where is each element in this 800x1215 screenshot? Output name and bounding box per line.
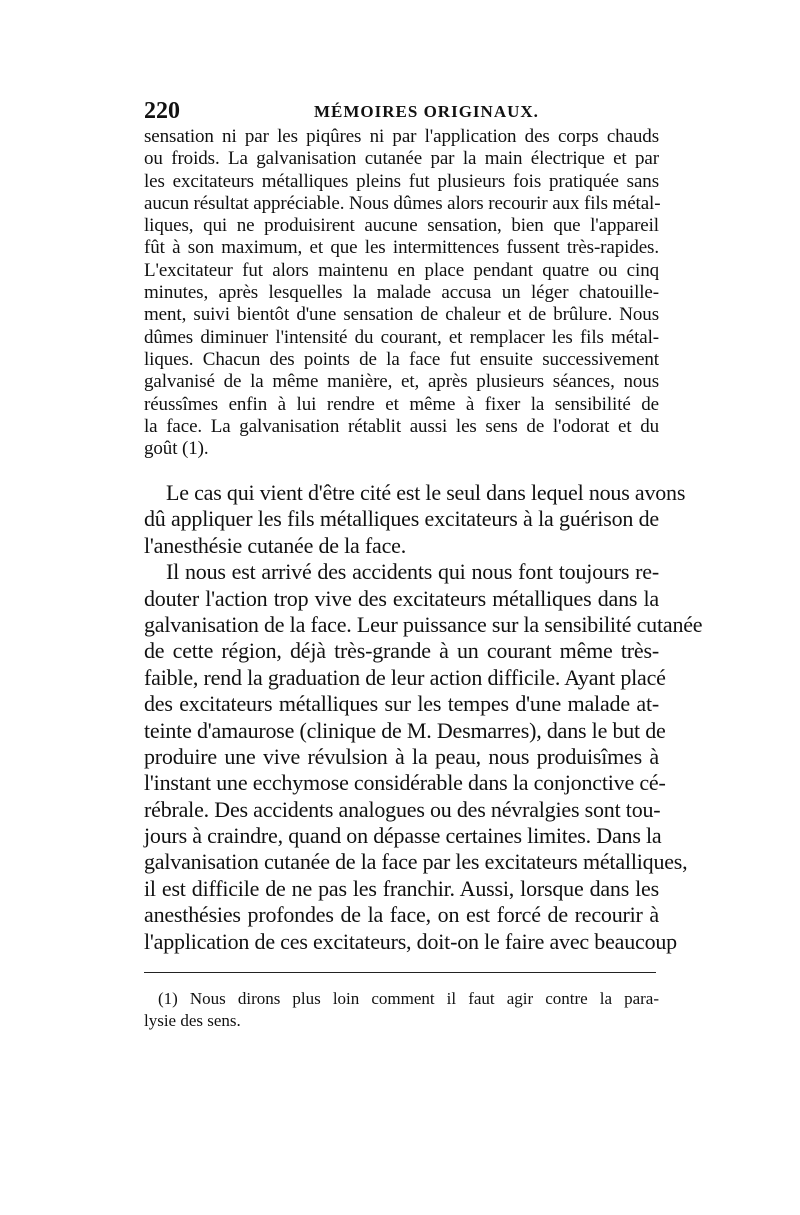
- text-line: ou froids. La galvanisation cutanée par la main électrique et par: [144, 148, 659, 170]
- text-line: anesthésies profondes de la face, on est forcé de recourir à: [144, 902, 659, 928]
- text-line: teinte d'amaurose (clinique de M. Desmarres), dans le but de: [144, 717, 666, 743]
- text-line: l'anesthésie cutanée de la face.: [144, 532, 407, 558]
- text-line: jours à craindre, quand on dépasse certaines limites. Dans la: [144, 823, 662, 849]
- text-line: faible, rend la graduation de leur action difficile. Ayant placé: [144, 664, 666, 690]
- text-line: de cette région, déjà très-grande à un courant même très-: [144, 638, 659, 664]
- text-line: dû appliquer les fils métalliques excitateurs à la guérison de: [144, 506, 659, 532]
- text-line: rébrale. Des accidents analogues ou des névralgies sont tou-: [144, 796, 661, 822]
- case-report-paragraph: [144, 126, 659, 460]
- text-line: la face. La galvanisation rétablit aussi les sens de l'odorat et du: [144, 415, 659, 437]
- text-line: aucun résultat appréciable. Nous dûmes alors recourir aux fils métal-: [144, 192, 661, 214]
- page-number: 220: [144, 98, 180, 124]
- text-line: minutes, après lesquelles la malade accusa un léger chatouille-: [144, 282, 659, 304]
- text-line: goût (1).: [144, 438, 209, 460]
- text-line: galvanisation cutanée de la face par les excitateurs métalliques,: [144, 849, 688, 875]
- text-line: produire une vive révulsion à la peau, nous produisîmes à: [144, 743, 659, 769]
- text-line: l'application de ces excitateurs, doit-on le faire avec beaucoup: [144, 928, 677, 954]
- text-line: galvanisé de la même manière, et, après plusieurs séances, nous: [144, 371, 659, 393]
- text-line: fût à son maximum, et que les intermittences fussent très-rapides.: [144, 237, 659, 259]
- text-line: douter l'action trop vive des excitateurs métalliques dans la: [144, 585, 659, 611]
- text-line: l'instant une ecchymose considérable dans la conjonctive cé-: [144, 770, 666, 796]
- text-line: réussîmes enfin à lui rendre et même à fixer la sensibilité de: [144, 393, 659, 415]
- text-line: des excitateurs métalliques sur les tempes d'une malade at-: [144, 691, 659, 717]
- text-line: les excitateurs métalliques pleins fut plusieurs fois pratiquée sans: [144, 170, 659, 192]
- text-line: Le cas qui vient d'être cité est le seul dans lequel nous avons: [166, 480, 686, 505]
- text-line: Il nous est arrivé des accidents qui nous font toujours re-: [166, 559, 659, 585]
- running-head: MÉMOIRES ORIGINAUX.: [314, 102, 539, 121]
- text-line: il est difficile de ne pas les franchir. Aussi, lorsque dans les: [144, 875, 659, 901]
- text-line: ment, suivi bientôt d'une sensation de chaleur et de brûlure. Nous: [144, 304, 659, 326]
- main-text: [144, 480, 703, 955]
- text-line: liques. Chacun des points de la face fut ensuite successivement: [144, 348, 659, 370]
- text-line: sensation ni par les piqûres ni par l'application des corps chauds: [144, 126, 659, 147]
- text-line: L'excitateur fut alors maintenu en place pendant quatre ou cinq: [144, 259, 659, 281]
- footnote: [144, 988, 659, 1032]
- page-header: [144, 96, 659, 126]
- text-line: liques, qui ne produisirent aucune sensation, bien que l'appareil: [144, 215, 659, 237]
- text-line: dûmes diminuer l'intensité du courant, et remplacer les fils métal-: [144, 326, 659, 348]
- footnote-divider: [144, 972, 656, 973]
- footnote-line: lysie des sens.: [144, 1011, 241, 1030]
- footnote-line: (1) Nous dirons plus loin comment il faut agir contre la para-: [158, 989, 659, 1008]
- text-line: galvanisation de la face. Leur puissance sur la sensibilité cutanée: [144, 611, 703, 637]
